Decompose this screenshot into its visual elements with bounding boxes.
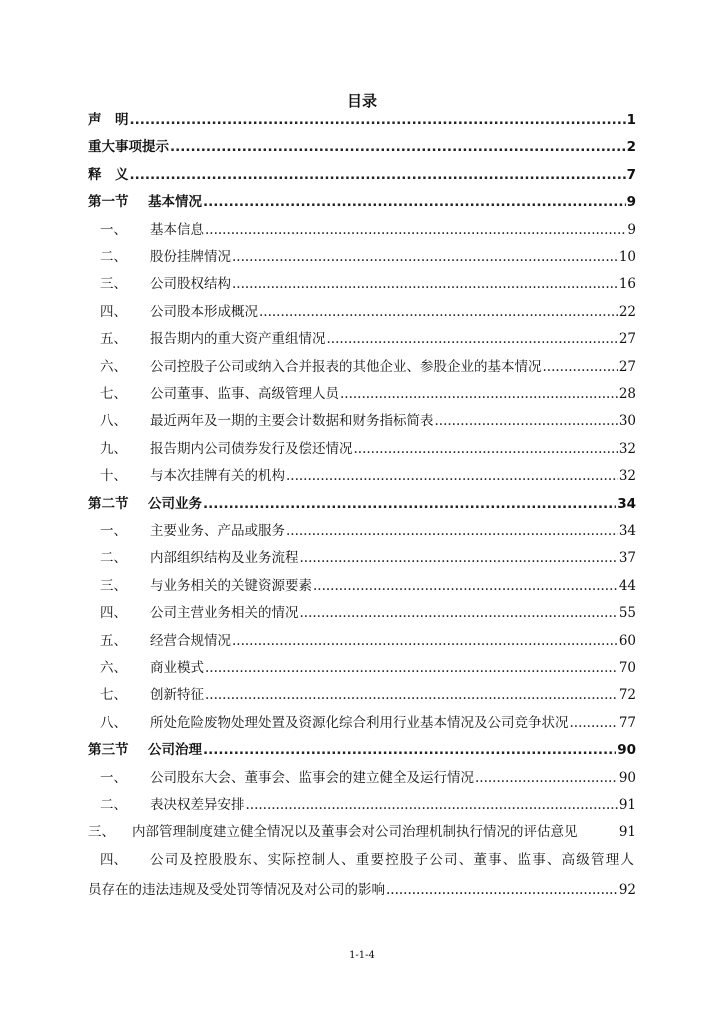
toc-entry-multiline[interactable] — [88, 847, 636, 899]
toc-section-entry[interactable] — [88, 134, 636, 156]
toc-page-number: 37 — [618, 550, 636, 567]
toc-subsection-entry[interactable] — [88, 244, 636, 266]
toc-page-number: 32 — [618, 440, 636, 457]
toc-entry-text: 所处危险废物处理处置及资源化综合利用行业基本情况及公司竞争状况 — [150, 714, 569, 731]
toc-leader-dots — [286, 467, 618, 485]
toc-entry-number: 三、 — [88, 824, 115, 841]
toc-entry-number: 第三节 — [88, 742, 129, 759]
toc-title: 目录 — [346, 92, 377, 110]
toc-entry-number: 四、 — [100, 605, 127, 622]
toc-subsection-entry[interactable] — [88, 217, 636, 239]
page-footer-number: 1-1-4 — [349, 950, 375, 961]
toc-page-number: 60 — [618, 632, 636, 649]
toc-leader-dots — [232, 248, 618, 266]
toc-entry-text: 公司股东大会、董事会、监事会的建立健全及运行情况 — [150, 769, 474, 786]
toc-entry-number: 二、 — [100, 797, 127, 813]
toc-entry-text: 报告期内的重大资产重组情况 — [150, 331, 326, 348]
toc-page-number: 27 — [618, 358, 636, 375]
toc-leader-dots — [327, 330, 618, 348]
toc-leader-dots — [300, 549, 618, 567]
toc-leader-dots — [340, 385, 618, 403]
toc-entry-text: 经营合规情况 — [150, 632, 231, 649]
toc-subsection-entry[interactable] — [88, 628, 636, 650]
toc-entry-number: 五、 — [100, 632, 127, 649]
toc-page-number: 1 — [626, 112, 636, 128]
toc-leader-dots — [232, 632, 618, 650]
toc-entry-text: 与本次挂牌有关的机构 — [150, 468, 285, 485]
toc-page-number: 70 — [618, 660, 636, 676]
toc-page-number: 16 — [618, 276, 636, 293]
toc-page-number: 91 — [618, 824, 636, 841]
toc-subsection-entry[interactable] — [88, 600, 636, 622]
toc-leader-dots — [570, 714, 618, 732]
toc-page-number: 90 — [618, 769, 636, 786]
toc-entry-text: 主要业务、产品或服务 — [150, 523, 285, 539]
toc-entry-number: 二、 — [100, 550, 127, 567]
toc-page-number: 90 — [617, 742, 636, 759]
toc-entry-number: 八、 — [100, 714, 127, 731]
toc-leader-dots — [300, 604, 618, 622]
toc-entry-number: 八、 — [100, 413, 127, 430]
toc-page-number: 7 — [626, 166, 636, 183]
toc-subsection-entry[interactable] — [88, 381, 636, 403]
toc-subsection-entry[interactable] — [88, 326, 636, 348]
toc-entry-number: 七、 — [100, 687, 127, 704]
toc-entry-number: 第一节 — [88, 194, 129, 211]
toc-entry-number: 第二节 — [88, 495, 129, 512]
toc-leader-dots — [205, 686, 618, 704]
toc-entry-text: 表决权差异安排 — [150, 797, 245, 813]
toc-page-number: 92 — [618, 881, 636, 898]
toc-page-number: 9 — [627, 221, 636, 238]
toc-leader-dots — [170, 138, 626, 156]
toc-page-number: 10 — [618, 249, 636, 265]
toc-entry-text: 与业务相关的关键资源要素 — [150, 577, 312, 594]
toc-subsection-entry[interactable] — [88, 545, 636, 567]
toc-leader-dots — [259, 303, 618, 321]
toc-subsection-entry[interactable] — [88, 710, 636, 732]
toc-entry-text: 商业模式 — [150, 660, 204, 676]
toc-leader-dots — [354, 440, 618, 458]
toc-entry-text: 公司股本形成概况 — [150, 303, 258, 320]
toc-leader-dots — [435, 412, 618, 430]
toc-leader-dots — [203, 741, 616, 759]
toc-leader-dots — [313, 577, 618, 595]
toc-entry-text: 公司董事、监事、高级管理人员 — [150, 386, 339, 402]
toc-page-number: 28 — [618, 386, 636, 402]
toc-entry-number: 一、 — [100, 523, 127, 539]
toc-leader-dots — [205, 221, 626, 239]
toc-subsection-entry[interactable] — [88, 573, 636, 595]
toc-leader-dots — [232, 275, 618, 293]
toc-entry-number: 三、 — [100, 276, 127, 293]
toc-leader-dots — [205, 659, 618, 677]
toc-leader-dots — [203, 495, 616, 513]
toc-entry-number: 四、 — [100, 851, 127, 868]
toc-entry-text: 创新特征 — [150, 687, 204, 704]
toc-section-entry[interactable] — [88, 189, 636, 211]
toc-page-number: 34 — [618, 523, 636, 539]
toc-entry-text: 最近两年及一期的主要会计数据和财务指标简表 — [150, 413, 434, 430]
toc-leader-dots — [203, 193, 626, 211]
toc-entry-number: 声 明 — [88, 112, 129, 128]
toc-entry-number: 三、 — [100, 577, 127, 594]
toc-leader-dots — [130, 111, 626, 129]
toc-entry-text: 公司控股子公司或纳入合并报表的其他企业、参股企业的基本情况 — [150, 358, 542, 375]
toc-entry-number: 十、 — [100, 468, 127, 485]
toc-section-entry[interactable] — [88, 491, 636, 513]
toc-entry-number: 一、 — [100, 221, 127, 238]
toc-subsection-entry[interactable] — [88, 518, 636, 540]
toc-entry-text: 股份挂牌情况 — [150, 249, 231, 265]
toc-page-number: 30 — [618, 413, 636, 430]
toc-subsection-entry[interactable] — [88, 819, 636, 841]
toc-entry-text: 内部组织结构及业务流程 — [150, 550, 299, 567]
toc-page-number: 9 — [626, 194, 636, 211]
toc-entry-text: 内部管理制度建立健全情况以及董事会对公司治理机制执行情况的评估意见 — [132, 824, 578, 841]
toc-subsection-entry[interactable] — [88, 463, 636, 485]
toc-entry-text: 基本情况 — [148, 194, 202, 211]
toc-entry-text-line1: 公司及控股股东、实际控制人、重要控股子公司、董事、监事、高级管理人 — [150, 851, 636, 868]
toc-subsection-entry[interactable] — [88, 792, 636, 814]
toc-subsection-entry[interactable] — [88, 682, 636, 704]
toc-section-entry[interactable] — [88, 107, 636, 129]
toc-entry-number: 六、 — [100, 660, 127, 676]
toc-subsection-entry[interactable] — [88, 655, 636, 677]
toc-entry-number: 七、 — [100, 386, 127, 402]
toc-entry-number: 一、 — [100, 769, 127, 786]
toc-leader-dots — [475, 769, 618, 787]
toc-entry-text: 基本信息 — [150, 221, 204, 238]
toc-subsection-entry[interactable] — [88, 408, 636, 430]
toc-entry-text: 公司股权结构 — [150, 276, 231, 293]
toc-entry-text: 公司业务 — [148, 495, 202, 512]
toc-subsection-entry[interactable] — [88, 299, 636, 321]
toc-leader-dots — [286, 522, 618, 540]
toc-entry-number: 九、 — [100, 440, 127, 457]
toc-entry-number: 四、 — [100, 303, 127, 320]
toc-page-number: 55 — [618, 605, 636, 622]
toc-entry-number: 六、 — [100, 358, 127, 375]
toc-leader-dots — [130, 166, 626, 184]
toc-entry-text: 公司治理 — [148, 742, 202, 759]
toc-entry-text-line2: 员存在的违法违规及受处罚等情况及对公司的影响 — [88, 881, 385, 898]
toc-entry-number: 重大事项提示 — [88, 139, 169, 156]
toc-entry-text: 报告期内公司债券发行及偿还情况 — [150, 440, 353, 457]
toc-entry-number: 五、 — [100, 331, 127, 348]
toc-page-number: 22 — [618, 303, 636, 320]
toc-page-number: 77 — [618, 714, 636, 731]
toc-page-number: 91 — [618, 797, 636, 813]
toc-page-number: 27 — [618, 331, 636, 348]
toc-entry-number: 释 义 — [88, 166, 129, 183]
toc-leader-dots — [386, 881, 618, 899]
toc-subsection-entry[interactable] — [88, 354, 636, 376]
toc-leader-dots — [246, 796, 618, 814]
toc-entry-text: 公司主营业务相关的情况 — [150, 605, 299, 622]
toc-entry-number: 二、 — [100, 249, 127, 265]
toc-subsection-entry[interactable] — [88, 765, 636, 787]
toc-page-number: 2 — [626, 139, 636, 156]
toc-page-number: 72 — [618, 687, 636, 704]
toc-page-number: 34 — [617, 495, 636, 512]
toc-subsection-entry[interactable] — [88, 436, 636, 458]
toc-page-number: 32 — [618, 468, 636, 485]
toc-page-number: 44 — [618, 577, 636, 594]
toc-section-entry[interactable] — [88, 162, 636, 184]
toc-subsection-entry[interactable] — [88, 271, 636, 293]
toc-leader-dots — [543, 358, 618, 376]
toc-section-entry[interactable] — [88, 737, 636, 759]
